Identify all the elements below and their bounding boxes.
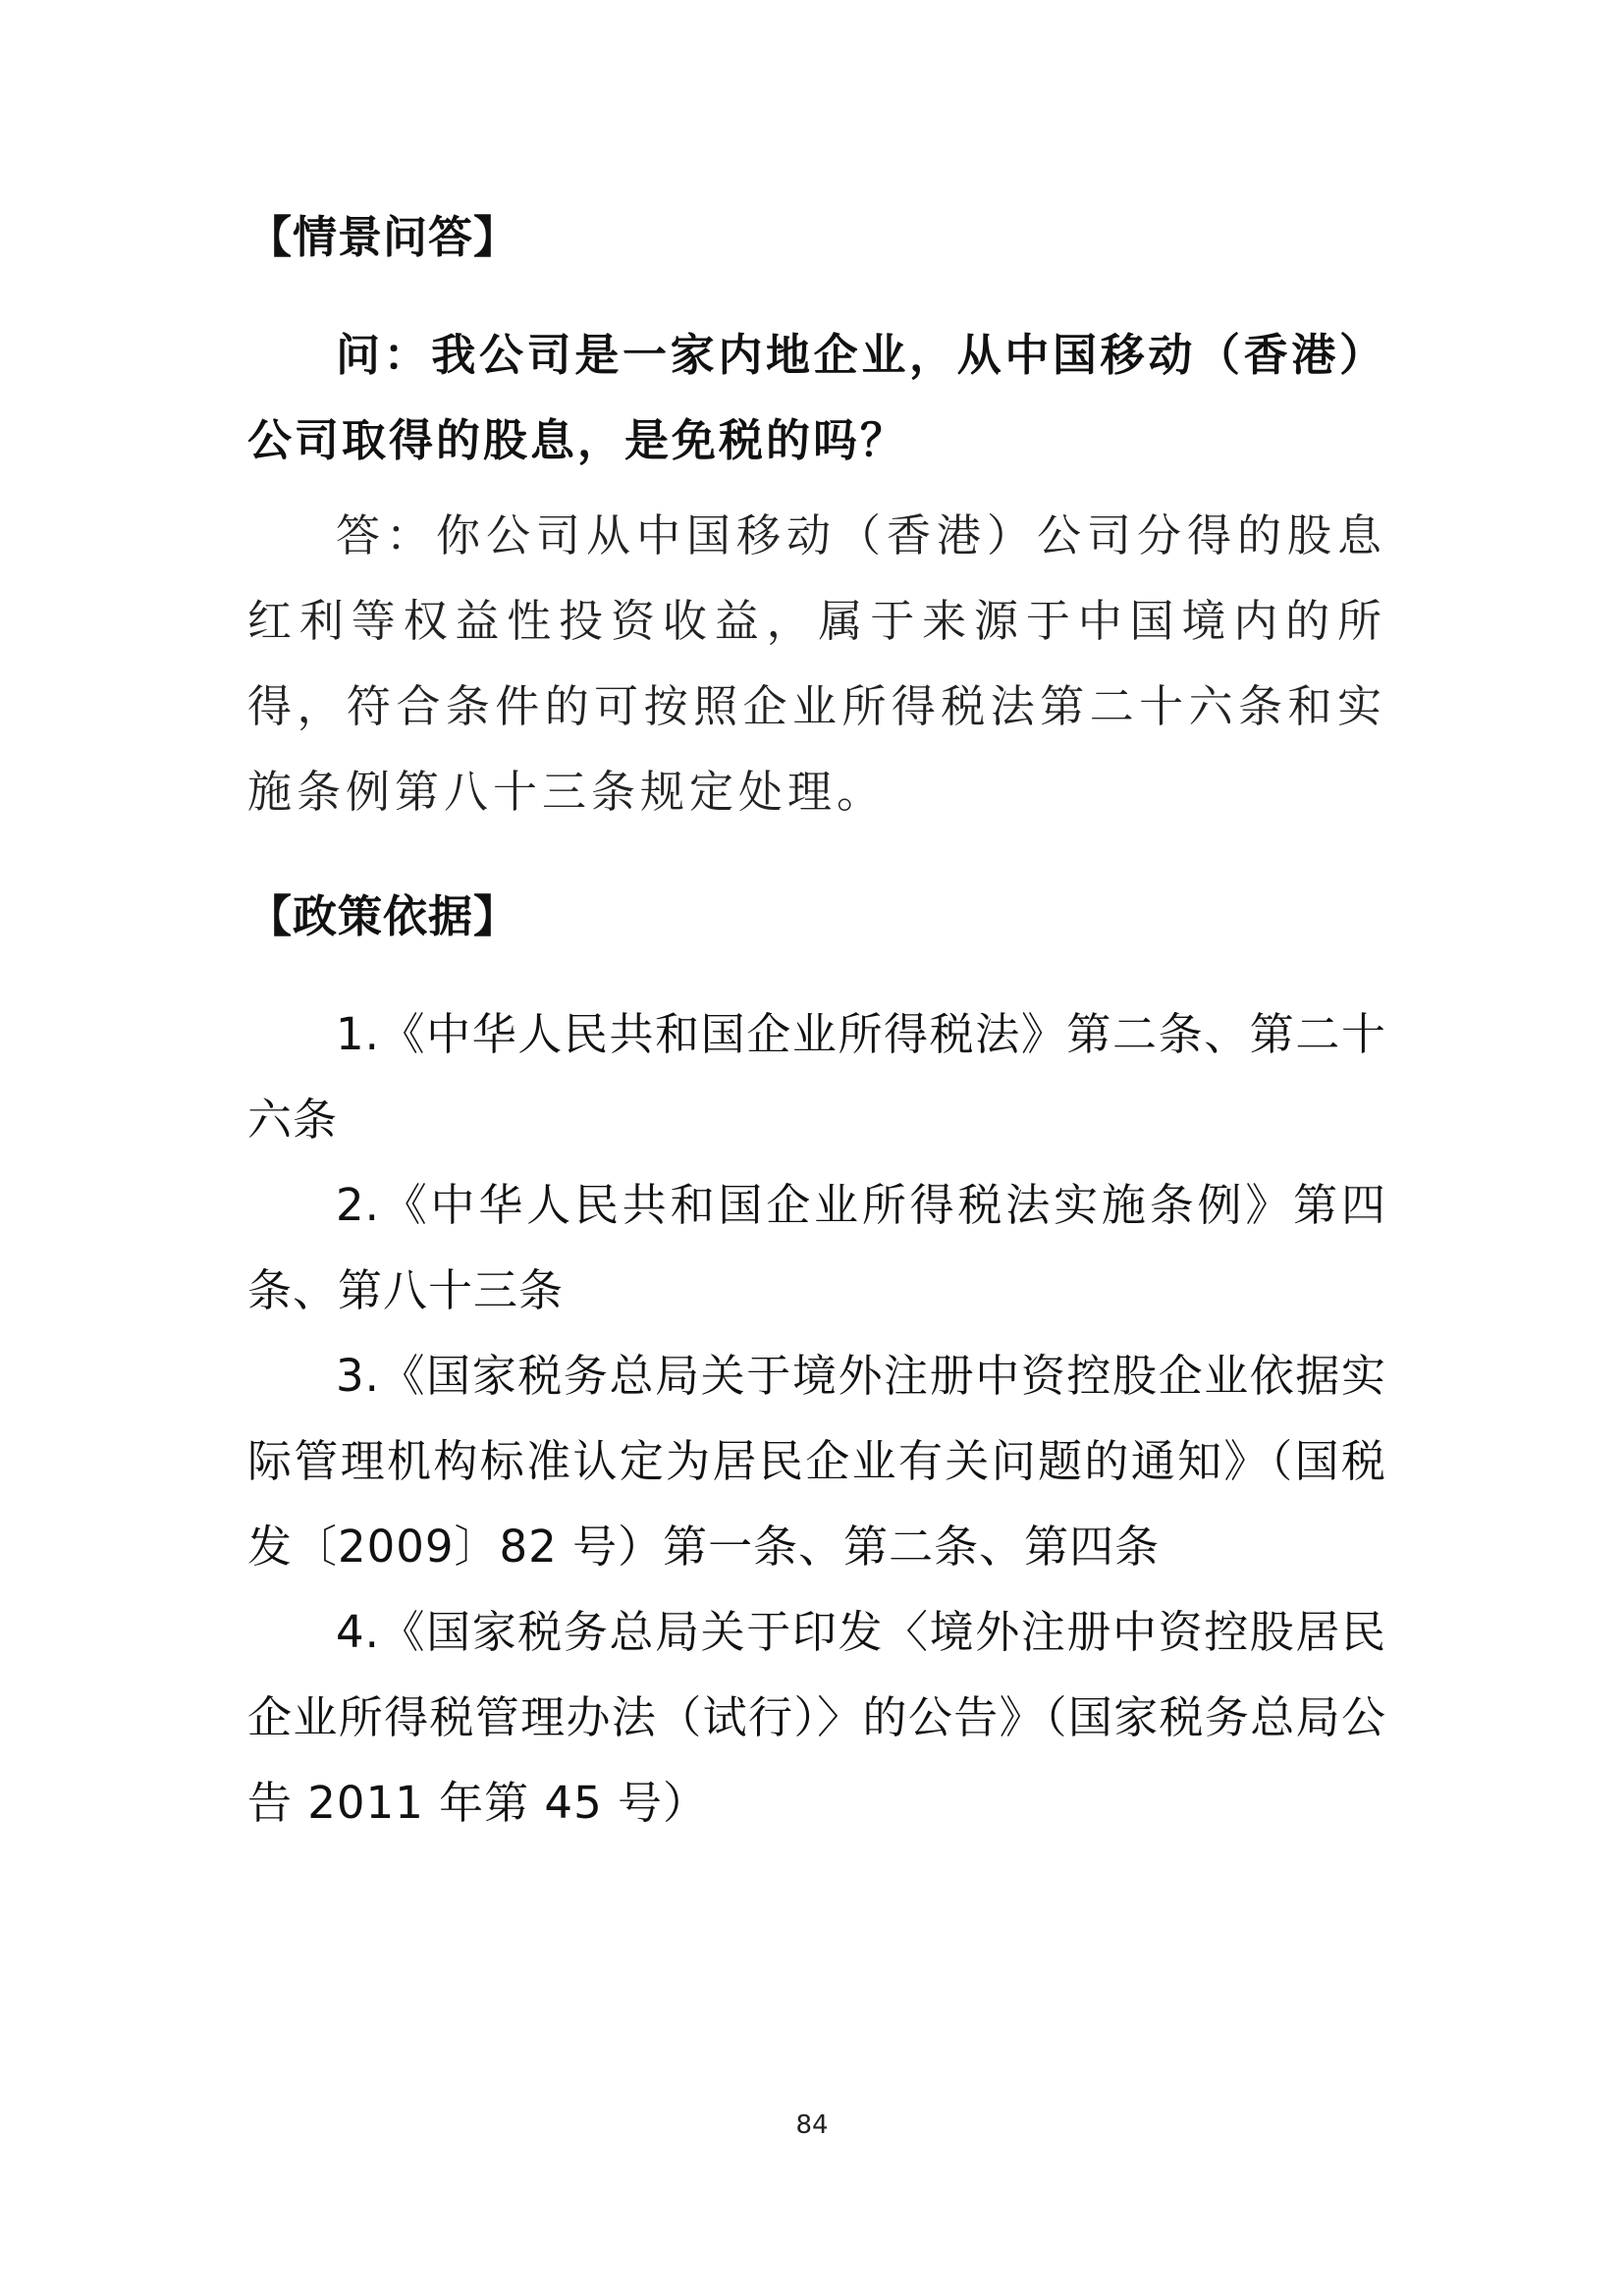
question-paragraph: 问：我公司是一家内地企业，从中国移动（香港）公司取得的股息，是免税的吗？ bbox=[247, 329, 1386, 466]
policy-item-3: 3.《国家税务总局关于境外注册中资控股企业依据实际管理机构标准认定为居民企业有关问题的通知》（国税发〔2009〕82 号）第一条、第二条、第四条 bbox=[247, 1350, 1386, 1573]
policy-section-heading: 【政策依据】 bbox=[247, 890, 519, 942]
page-number: 84 bbox=[795, 2110, 829, 2140]
policy-item-4: 4.《国家税务总局关于印发〈境外注册中资控股居民企业所得税管理办法（试行）〉的公告》（国家税务总局公告 2011 年第 45 号） bbox=[247, 1606, 1386, 1829]
qa-section-heading: 【情景问答】 bbox=[247, 211, 519, 263]
answer-paragraph: 答：你公司从中国移动（香港）公司分得的股息红利等权益性投资收益，属于来源于中国境内的所得，符合条件的可按照企业所得税法第二十六条和实施条例第八十三条规定处理。 bbox=[247, 509, 1386, 818]
policy-item-2: 2.《中华人民共和国企业所得税法实施条例》第四条、第八十三条 bbox=[247, 1179, 1386, 1316]
policy-item-1: 1.《中华人民共和国企业所得税法》第二条、第二十六条 bbox=[247, 1008, 1386, 1146]
